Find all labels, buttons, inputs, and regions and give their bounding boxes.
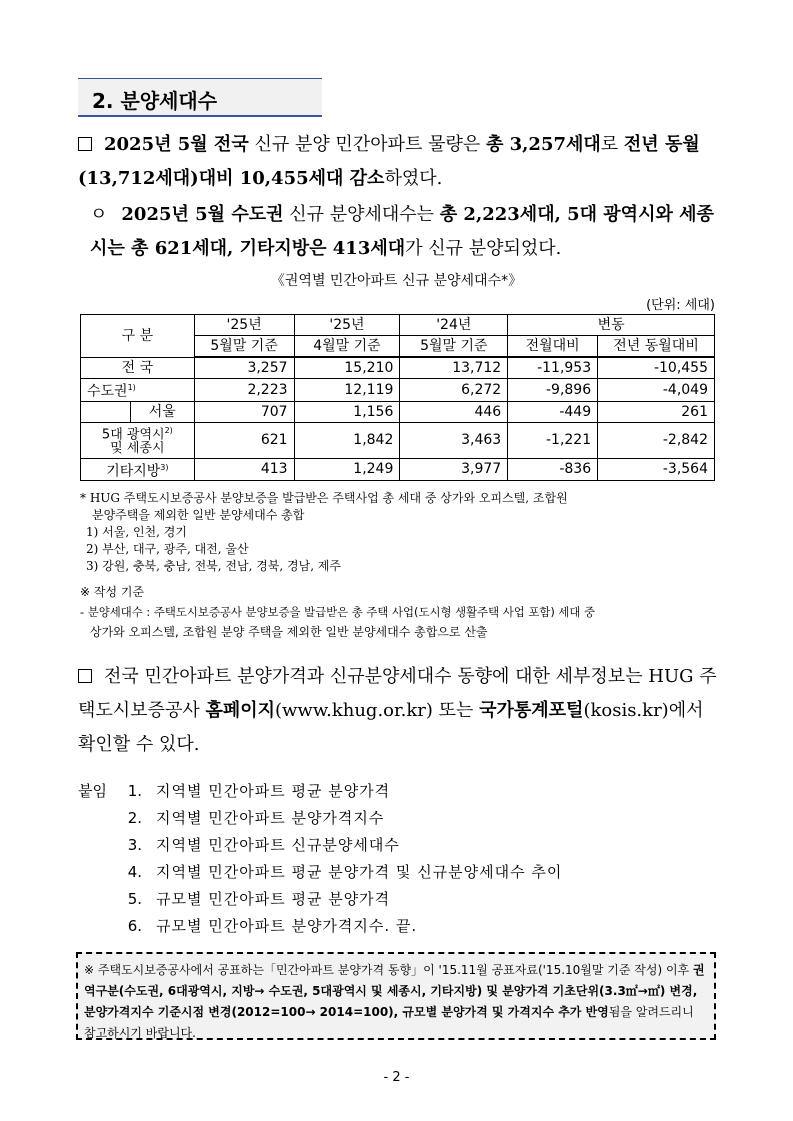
row-label: 수도권$^{1)}$ bbox=[81, 379, 195, 402]
header-change-mom: 전월대비 bbox=[508, 336, 598, 358]
cell-v1: 621 bbox=[194, 422, 294, 458]
cell-v2: 1,156 bbox=[294, 401, 400, 422]
table-unit: (단위: 세대) bbox=[646, 298, 715, 313]
row-label: 5대 광역시$^{2)}$ 및 세종시 bbox=[81, 422, 195, 458]
table-row bbox=[81, 422, 715, 458]
p2-text: 신규 분양세대수는 bbox=[283, 204, 440, 225]
info-paragraph bbox=[78, 660, 718, 762]
p2-highlight-totals: 총 2,223세대, 5대 광역시와 세종시는 총 621세대, 기타지방은 413세대 bbox=[90, 204, 714, 259]
cell-v3: 3,463 bbox=[400, 422, 508, 458]
circle-bullet: ㅇ bbox=[90, 204, 108, 225]
criteria-note bbox=[80, 582, 720, 642]
cell-v3: 6,272 bbox=[400, 379, 508, 402]
list-item: 4. 지역별 민간아파트 평균 분양가격 및 신규분양세대수 추이 bbox=[127, 863, 563, 881]
attachments-list bbox=[78, 778, 718, 940]
table-row bbox=[81, 458, 715, 481]
p1-highlight-change: 전년 동월(13,712세대)대비 10,455세대 감소 bbox=[78, 134, 700, 189]
criteria-line-1: - 분양세대수 : 주택도시보증공사 분양보증을 발급받은 총 주택 사업(도시형 생활주택 사업 포함) 세대 중 bbox=[80, 605, 596, 619]
p2-highlight-region: 2025년 5월 수도권 bbox=[121, 204, 284, 225]
cell-v1: 413 bbox=[194, 458, 294, 481]
header-category: 구 분 bbox=[81, 315, 195, 358]
square-bullet-icon bbox=[78, 137, 92, 151]
cell-yoy: -4,049 bbox=[598, 379, 715, 402]
p2-text-2: 가 신규 분양되었다. bbox=[405, 238, 562, 259]
cell-v3: 446 bbox=[400, 401, 508, 422]
list-item: 6. 규모별 민간아파트 분양가격지수. 끝. bbox=[127, 917, 418, 935]
header-col2-bottom: 4월말 기준 bbox=[294, 336, 400, 358]
notice-text: ※ 주택도시보증공사에서 공표하는「민간아파트 분양가격 동향」이 '15.11월 공표자료('15.10월말 기준 작성) 이후 bbox=[84, 963, 693, 977]
criteria-heading: ※ 작성 기준 bbox=[80, 585, 145, 599]
header-col3-bottom: 5월말 기준 bbox=[400, 336, 508, 358]
cell-yoy: -10,455 bbox=[598, 357, 715, 379]
section-header bbox=[78, 78, 322, 118]
cell-mom: -836 bbox=[508, 458, 598, 481]
cell-v1: 3,257 bbox=[194, 357, 294, 379]
cell-v1: 707 bbox=[194, 401, 294, 422]
cell-v3: 13,712 bbox=[400, 357, 508, 379]
header-change: 변동 bbox=[508, 315, 715, 336]
header-col2-top: '25년 bbox=[294, 315, 400, 336]
summary-paragraph bbox=[78, 128, 718, 196]
footnote-1: 1) 서울, 인천, 경기 bbox=[86, 525, 187, 539]
list-item: 3. 지역별 민간아파트 신규분양세대수 bbox=[127, 836, 400, 854]
square-bullet-icon bbox=[78, 669, 92, 683]
attachments-head: 붙임 bbox=[78, 782, 107, 800]
criteria-line-2: 상가와 오피스텔, 조합원 분양 주택을 제외한 일반 분양세대수 총합으로 산출 bbox=[90, 625, 488, 639]
p1-text: 신규 분양 민간아파트 물량은 bbox=[248, 134, 486, 155]
cell-v1: 2,223 bbox=[194, 379, 294, 402]
p1-text-3: 하였다. bbox=[384, 168, 443, 189]
supply-table bbox=[80, 314, 715, 481]
p3-kosis: 국가통계포털 bbox=[479, 700, 584, 721]
p3-homepage: 홈페이지 bbox=[205, 700, 275, 721]
table-footnotes bbox=[80, 490, 720, 575]
cell-v2: 12,119 bbox=[294, 379, 400, 402]
regional-paragraph bbox=[90, 198, 718, 266]
row-label: 서울 bbox=[130, 401, 194, 422]
notice-box bbox=[76, 952, 716, 1040]
header-change-yoy: 전년 동월대비 bbox=[598, 336, 715, 358]
section-title: 2. 분양세대수 bbox=[92, 89, 218, 113]
header-col1-top: '25년 bbox=[194, 315, 294, 336]
footnote-star: * HUG 주택도시보증공사 분양보증을 발급받은 주택사업 총 세대 중 상가와 오피스텔, 조합원 bbox=[80, 491, 568, 505]
p1-highlight-total: 총 3,257세대 bbox=[485, 134, 601, 155]
row-label: 전 국 bbox=[81, 357, 195, 379]
list-item: 붙임 1. 지역별 민간아파트 평균 분양가격 bbox=[78, 778, 718, 805]
cell-mom: -9,896 bbox=[508, 379, 598, 402]
p1-text-2: 로 bbox=[600, 134, 624, 155]
p1-highlight-date: 2025년 5월 전국 bbox=[104, 134, 249, 155]
cell-mom: -11,953 bbox=[508, 357, 598, 379]
cell-v3: 3,977 bbox=[400, 458, 508, 481]
indent-cell bbox=[81, 401, 131, 422]
cell-mom: -449 bbox=[508, 401, 598, 422]
cell-v2: 15,210 bbox=[294, 357, 400, 379]
list-item: 2. 지역별 민간아파트 분양가격지수 bbox=[127, 809, 385, 827]
table-row bbox=[81, 379, 715, 402]
footnote-2: 2) 부산, 대구, 광주, 대전, 울산 bbox=[86, 542, 249, 556]
footnote-star-cont: 분양주택을 제외한 일반 분양세대수 총합 bbox=[92, 508, 305, 522]
page-number: - 2 - bbox=[383, 1070, 410, 1085]
p3-text-3: (kosis.kr)에서 확인할 수 있다. bbox=[78, 700, 704, 755]
cell-yoy: -3,564 bbox=[598, 458, 715, 481]
cell-v2: 1,249 bbox=[294, 458, 400, 481]
table-row bbox=[81, 401, 715, 422]
table-row bbox=[81, 357, 715, 379]
cell-mom: -1,221 bbox=[508, 422, 598, 458]
p3-text-2: (www.khug.or.kr) 또는 bbox=[275, 700, 480, 721]
notice-bold: 권역구분(수도권, 6대광역시, 지방→ 수도권, 5대광역시 및 세종시, 기타지방) 및 분양가격 기초단위(3.3㎡→㎡) 변경, 분양가격지수 기준시점 변경(2012=100→ 2014=100), 규모별 분양가격 및 가격지수 추가 반영 bbox=[84, 963, 705, 1019]
cell-yoy: -2,842 bbox=[598, 422, 715, 458]
cell-v2: 1,842 bbox=[294, 422, 400, 458]
table-caption: 《권역별 민간아파트 신규 분양세대수*》 bbox=[270, 273, 523, 289]
p3-text: 전국 민간아파트 분양가격과 신규분양세대수 동향에 대한 세부정보는 HUG 주택도시보증공사 bbox=[78, 666, 717, 721]
notice-text-2: 됨을 알려드리니 참고하시기 바랍니다. bbox=[84, 1005, 694, 1040]
row-label: 기타지방$^{3)}$ bbox=[81, 458, 195, 481]
header-col1-bottom: 5월말 기준 bbox=[194, 336, 294, 358]
header-col3-top: '24년 bbox=[400, 315, 508, 336]
footnote-3: 3) 강원, 충북, 충남, 전북, 전남, 경북, 경남, 제주 bbox=[86, 559, 342, 573]
section-title-box bbox=[78, 79, 322, 117]
list-item: 5. 규모별 민간아파트 평균 분양가격 bbox=[127, 890, 391, 908]
cell-yoy: 261 bbox=[598, 401, 715, 422]
